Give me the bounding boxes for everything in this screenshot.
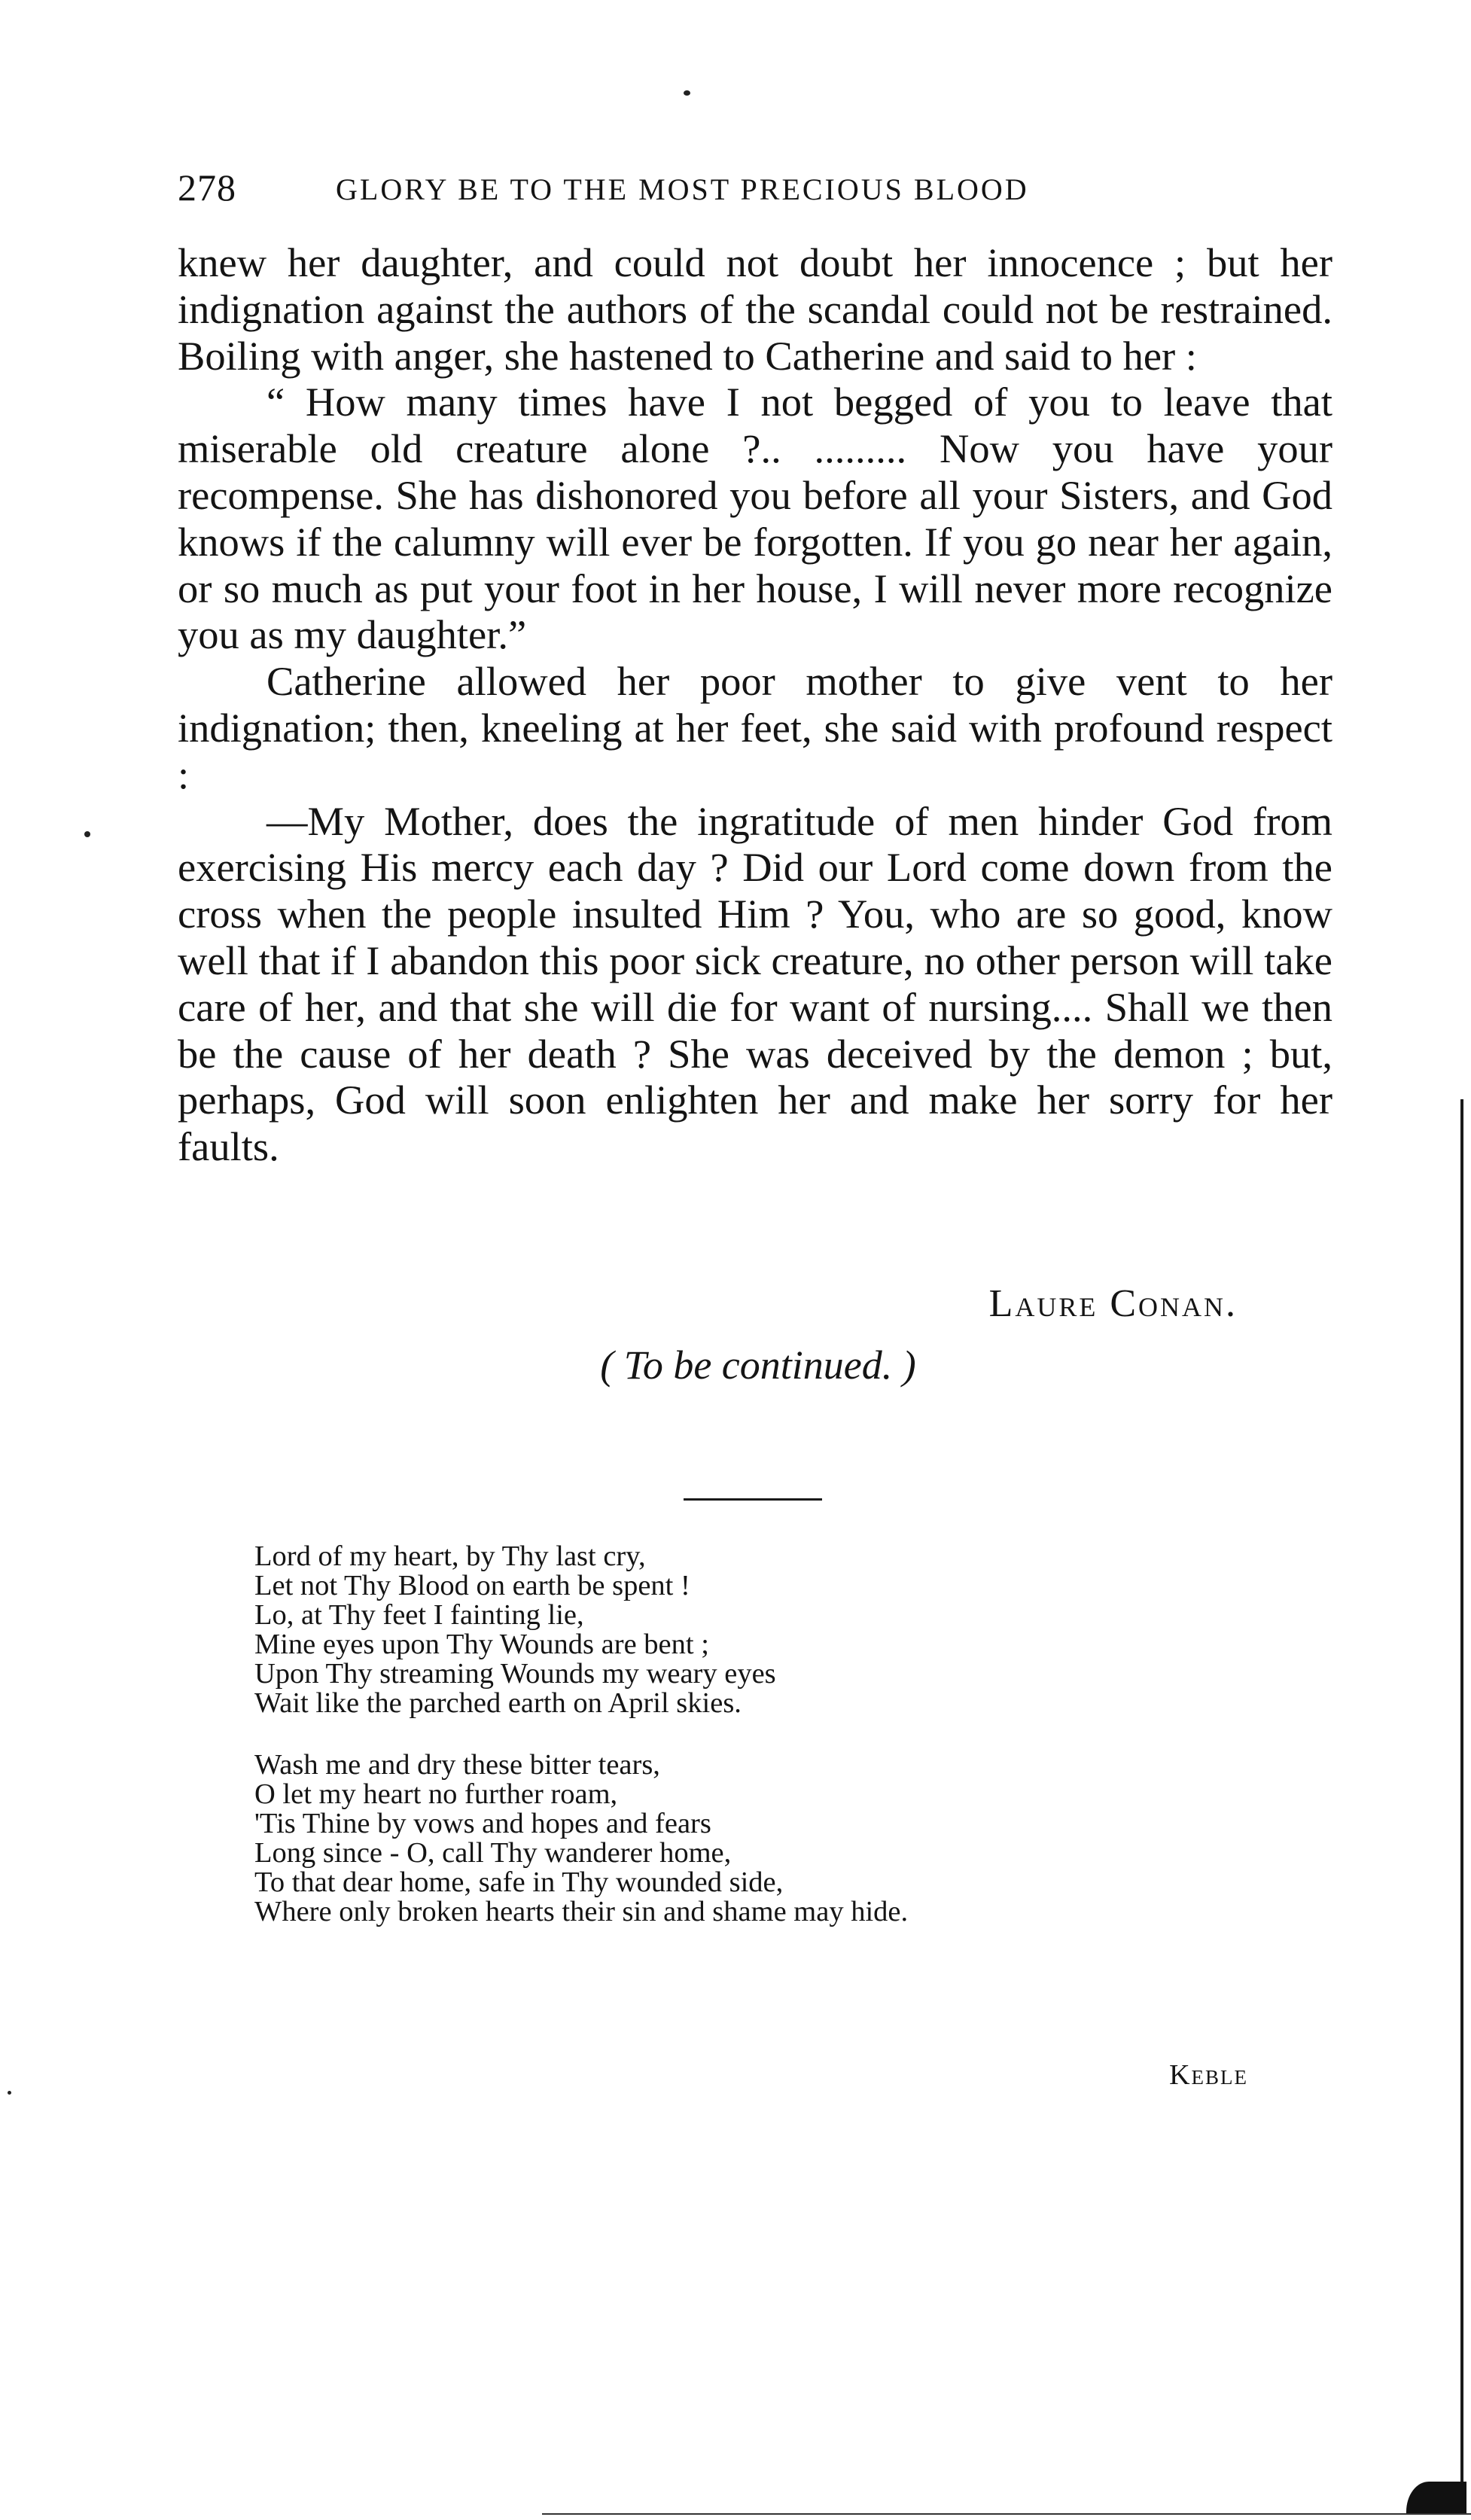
poem-line: Where only broken hearts their sin and shame may hide. (254, 1896, 909, 1927)
poem-line: Let not Thy Blood on earth be spent ! (254, 1570, 690, 1601)
poem-line: Wash me and dry these bitter tears, (254, 1749, 660, 1781)
poem-line: Upon Thy streaming Wounds my weary eyes (254, 1658, 776, 1690)
article-paragraph: Catherine allowed her poor mother to give vent to her indignation; then, kneeling at her feet, she said with profound respect : (178, 658, 1332, 797)
article-body (178, 239, 1332, 1170)
article-paragraph: —My Mother, does the ingratitude of men hinder God from exercising His mercy each day ? Did our Lord come down from the cross when the people insulted Him ? You, who are so good, know well that if I abandon this poor sick creature, no other person will take care of her, and that she will die for want of nursing.... Shall we then be the cause of her death ? She was deceived by the demon ; but, perhaps, God will soon enlighten her and make her sorry for her faults. (178, 797, 1332, 1170)
poem-line: 'Tis Thine by vows and hopes and fears (254, 1808, 711, 1839)
poem-line: Wait like the parched earth on April skies. (254, 1687, 742, 1719)
poem-line: Mine eyes upon Thy Wounds are bent ; (254, 1629, 709, 1660)
ink-speck-top (684, 90, 690, 96)
article-signature: Laure Conan. (988, 1282, 1238, 1325)
poem-line: O let my heart no further roam, (254, 1778, 618, 1810)
page-edge-right (1460, 1099, 1463, 2500)
article-paragraph: “ How many times have I not begged of you to leave that miserable old creature alone ?.. ......... Now you have your recompense. She has dishonored you before all your Sisters, and God knows if the calumny will ever be forgotten. If you go near her again, or so much as put your foot in her house, I will never more recognize you as my daughter.” (178, 379, 1332, 658)
continued-note-wrapper (0, 1342, 1471, 1388)
page-edge-corner (1406, 2482, 1466, 2515)
running-head (178, 166, 1352, 218)
ink-speck-left (84, 831, 90, 837)
page-edge-bottom (542, 2513, 1471, 2515)
ink-speck-margin (8, 2091, 11, 2095)
poem-line: To that dear home, safe in Thy wounded side, (254, 1866, 784, 1898)
poem-line: Long since - O, call Thy wanderer home, (254, 1837, 732, 1869)
poem-author: Keble (1169, 2059, 1248, 2091)
poem-line: Lo, at Thy feet I fainting lie, (254, 1599, 584, 1631)
continued-note: ( To be continued. ) (600, 1342, 916, 1388)
section-divider (684, 1498, 822, 1501)
article-paragraph: knew her daughter, and could not doubt her innocence ; but her indignation against the authors of the scandal could not be restrained. Boiling with anger, she hastened to Catherine and said to her : (178, 239, 1332, 379)
poem-line: Lord of my heart, by Thy last cry, (254, 1540, 646, 1572)
running-title: GLORY BE TO THE MOST PRECIOUS BLOOD (336, 172, 1029, 206)
page-number: 278 (178, 166, 236, 209)
poem (254, 1542, 1308, 1959)
poem-stanza (254, 1542, 1308, 1718)
poem-stanza (254, 1751, 1308, 1927)
